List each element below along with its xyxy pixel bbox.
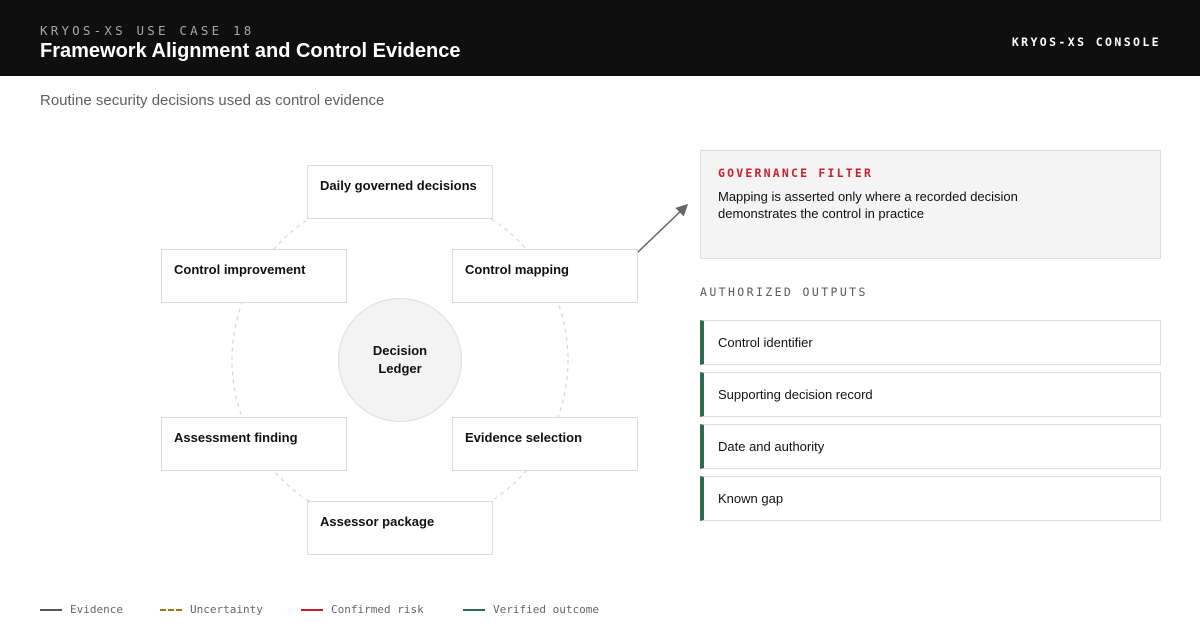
cycle-node-control-improvement (161, 249, 347, 303)
legend-swatch-evidence (40, 609, 62, 611)
hub-label: Decision Ledger (372, 343, 428, 376)
legend-swatch-verified-outcome (463, 609, 485, 611)
output-item-label: Known gap (718, 491, 784, 506)
output-item-date-and-authority (700, 424, 1161, 469)
output-item-known-gap (700, 476, 1161, 521)
page-title: Framework Alignment and Control Evidence (40, 40, 461, 62)
legend-label: Evidence (70, 603, 123, 616)
decision-ledger-hub (338, 298, 462, 422)
output-item-supporting-decision-record (700, 372, 1161, 417)
governance-filter-panel (700, 150, 1161, 259)
output-item-control-identifier (700, 320, 1161, 365)
use-case-label: KRYOS-XS USE CASE 18 (40, 23, 255, 38)
governance-filter-title: GOVERNANCE FILTER (718, 166, 874, 180)
cycle-node-label: Evidence selection (465, 430, 583, 445)
console-label: KRYOS-XS CONSOLE (1011, 35, 1161, 49)
cycle-node-assessor-package (307, 501, 493, 555)
legend-label: Verified outcome (493, 603, 599, 616)
cycle-node-label: Assessment finding (174, 430, 298, 445)
page-subtitle: Routine security decisions used as control evidence (40, 92, 385, 109)
output-item-label: Supporting decision record (718, 387, 873, 402)
cycle-node-evidence-selection (452, 417, 638, 471)
cycle-node-control-mapping (452, 249, 638, 303)
legend-label: Confirmed risk (331, 603, 424, 616)
cycle-node-label: Assessor package (320, 514, 435, 529)
output-item-label: Control identifier (718, 335, 813, 350)
legend-swatch-confirmed-risk (301, 609, 323, 611)
cycle-node-label: Daily governed decisions (320, 178, 477, 193)
cycle-node-daily-decisions (307, 165, 493, 219)
legend-label: Uncertainty (190, 603, 263, 616)
cycle-node-assessment-finding (161, 417, 347, 471)
governance-filter-text: Mapping is asserted only where a recorded decision demonstrates the control in practice (718, 189, 1018, 221)
output-item-label: Date and authority (718, 439, 825, 454)
cycle-node-label: Control mapping (465, 262, 569, 277)
cycle-node-label: Control improvement (174, 262, 306, 277)
legend-swatch-uncertainty (160, 609, 182, 611)
authorized-outputs-heading: AUTHORIZED OUTPUTS (700, 285, 868, 299)
